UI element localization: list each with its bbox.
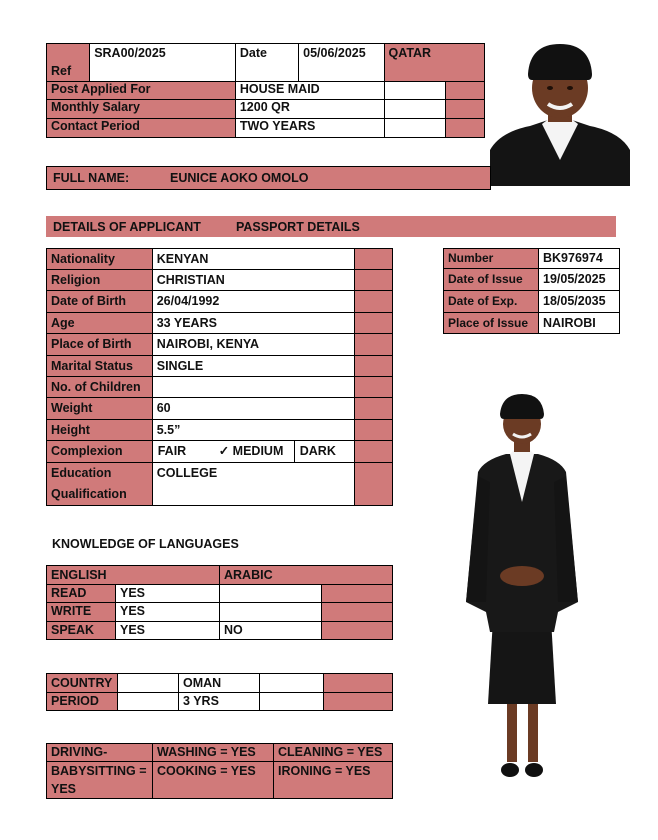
skill-babysitting-line1: BABYSITTING = [51, 764, 147, 778]
full-name-value: EUNICE AOKO OMOLO [170, 171, 309, 185]
date-label: Date [239, 46, 267, 60]
detail-label: Religion [47, 270, 153, 291]
skill-cooking: COOKING = YES [153, 762, 274, 799]
country-blank [118, 674, 179, 693]
country-blank-pink [324, 674, 393, 693]
detail-label: Place of Birth [47, 334, 153, 356]
applicant-heading: DETAILS OF APPLICANT [53, 220, 201, 234]
complexion-dark: DARK [299, 444, 336, 458]
lang-blank [322, 585, 393, 603]
post-label: Post Applied For [47, 82, 236, 100]
ref-value-cell [90, 44, 236, 82]
contract-value: TWO YEARS [235, 119, 384, 138]
lang-arabic-value [220, 603, 322, 622]
skill-washing: WASHING = YES [153, 744, 274, 762]
headshot-photo [490, 40, 630, 186]
period-blank-2 [260, 693, 324, 711]
education-label-line1: Education [51, 466, 112, 480]
detail-value: KENYAN [152, 249, 354, 270]
full-name-label: FULL NAME: [53, 171, 130, 185]
complexion-fair: FAIR [157, 444, 187, 458]
ref-label: Ref [51, 64, 72, 78]
detail-blank [355, 291, 393, 313]
detail-blank [355, 463, 393, 506]
skill-babysitting [47, 762, 153, 799]
detail-blank [355, 313, 393, 334]
passport-heading: PASSPORT DETAILS [236, 220, 360, 234]
lang-row-label: WRITE [47, 603, 116, 622]
contract-label: Contact Period [47, 119, 236, 138]
experience-table [46, 673, 393, 711]
section-bar [46, 216, 616, 237]
detail-value: SINGLE [152, 356, 354, 377]
skills-table [46, 743, 393, 799]
detail-blank [355, 334, 393, 356]
detail-label: Height [47, 420, 153, 441]
detail-label: Nationality [47, 249, 153, 270]
passport-label: Date of Issue [444, 269, 539, 291]
post-value: HOUSE MAID [235, 82, 384, 100]
lang-row-label: READ [47, 585, 116, 603]
complexion-medium: ✓ MEDIUM [207, 441, 295, 462]
detail-blank [355, 398, 393, 420]
detail-label: Date of Birth [47, 291, 153, 313]
passport-label: Date of Exp. [444, 291, 539, 313]
country-blank-2 [260, 674, 324, 693]
country-label: COUNTRY [47, 674, 118, 693]
complexion-options [152, 441, 354, 463]
passport-value: NAIROBI [539, 313, 620, 334]
lang-blank [322, 622, 393, 640]
education-label [47, 463, 153, 506]
full-name-bar [46, 166, 491, 190]
education-value: COLLEGE [152, 463, 354, 506]
period-value: 3 YRS [179, 693, 260, 711]
detail-label: No. of Children [47, 377, 153, 398]
lang-arabic-header: ARABIC [220, 566, 393, 585]
period-label: PERIOD [47, 693, 118, 711]
detail-blank [355, 356, 393, 377]
lang-blank [322, 603, 393, 622]
detail-value: NAIROBI, KENYA [152, 334, 354, 356]
lang-row-label: SPEAK [47, 622, 116, 640]
contract-blank [384, 119, 445, 138]
date-label-cell [235, 44, 298, 82]
detail-blank [355, 420, 393, 441]
salary-value: 1200 QR [235, 100, 384, 119]
lang-english-header: ENGLISH [47, 566, 220, 585]
lang-arabic-value: NO [220, 622, 322, 640]
post-blank-pink [445, 82, 484, 100]
detail-value: 60 [152, 398, 354, 420]
applicant-table [46, 248, 393, 506]
lang-english-value: YES [116, 585, 220, 603]
skill-ironing: IRONING = YES [274, 762, 393, 799]
date-value: 05/06/2025 [303, 46, 366, 60]
detail-value: 5.5” [152, 420, 354, 441]
detail-label: Marital Status [47, 356, 153, 377]
period-blank [118, 693, 179, 711]
detail-value: 26/04/1992 [152, 291, 354, 313]
contract-blank-pink [445, 119, 484, 138]
date-value-cell [299, 44, 384, 82]
period-blank-pink [324, 693, 393, 711]
skill-cleaning: CLEANING = YES [274, 744, 393, 762]
skill-driving: DRIVING- [47, 744, 153, 762]
country-value: OMAN [179, 674, 260, 693]
passport-label: Number [444, 249, 539, 269]
passport-value: BK976974 [539, 249, 620, 269]
post-blank [384, 82, 445, 100]
detail-label: Age [47, 313, 153, 334]
education-label-line2: Qualification [51, 487, 127, 501]
detail-blank [355, 270, 393, 291]
full-body-photo [450, 392, 595, 787]
detail-blank [355, 377, 393, 398]
detail-blank [355, 441, 393, 463]
header-table [46, 43, 485, 138]
languages-table [46, 565, 393, 640]
lang-english-value: YES [116, 603, 220, 622]
ref-value: SRA00/2025 [94, 46, 166, 60]
detail-value: 33 YEARS [152, 313, 354, 334]
skill-babysitting-line2: YES [51, 782, 77, 796]
salary-blank-pink [445, 100, 484, 119]
passport-value: 18/05/2035 [539, 291, 620, 313]
salary-label: Monthly Salary [47, 100, 236, 119]
passport-label: Place of Issue [444, 313, 539, 334]
country-value: QATAR [388, 46, 432, 60]
languages-heading: KNOWLEDGE OF LANGUAGES [52, 537, 239, 551]
lang-arabic-value [220, 585, 322, 603]
country-cell [384, 44, 485, 82]
lang-english-value: YES [116, 622, 220, 640]
complexion-label: Complexion [47, 441, 153, 463]
passport-table [443, 248, 620, 334]
detail-value [152, 377, 354, 398]
ref-cell [47, 44, 90, 82]
passport-value: 19/05/2025 [539, 269, 620, 291]
detail-label: Weight [47, 398, 153, 420]
salary-blank [384, 100, 445, 119]
detail-value: CHRISTIAN [152, 270, 354, 291]
detail-blank [355, 249, 393, 270]
